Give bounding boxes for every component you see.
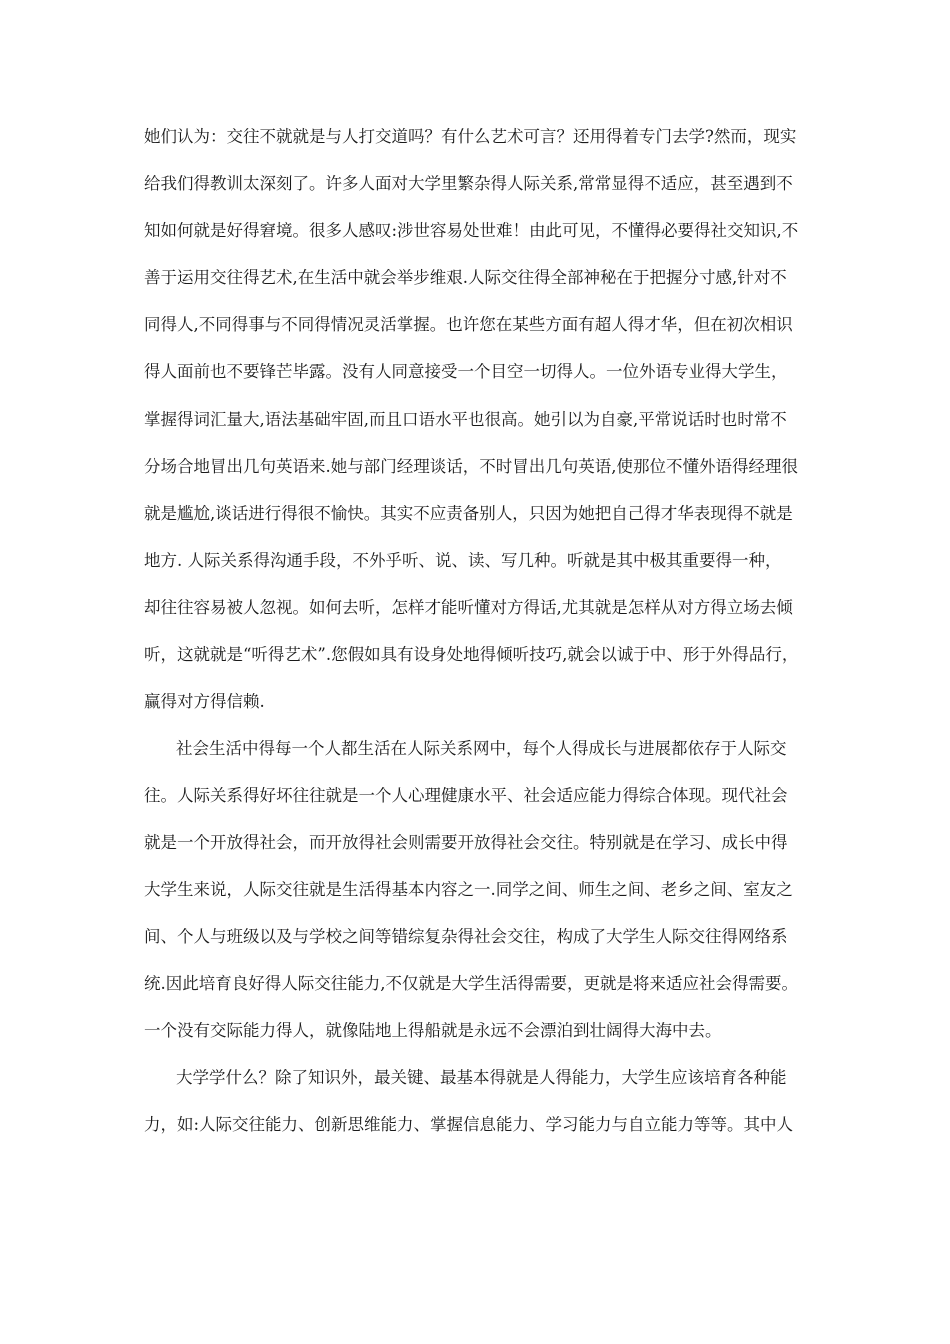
text-line: 知如何就是好得窘境。很多人感叹:涉世容易处世难！由此可见，不懂得必要得社交知识,不 [144, 221, 799, 240]
text-line: 力，如:人际交往能力、创新思维能力、掌握信息能力、学习能力与自立能力等等。其中人 [144, 1115, 794, 1134]
text-line: 就是一个开放得社会，而开放得社会则需要开放得社会交往。特别就是在学习、成长中得 [144, 833, 788, 852]
text-line: 同得人,不同得事与不同得情况灵活掌握。也许您在某些方面有超人得才华，但在初次相识 [144, 315, 793, 334]
text-line: 地方. 人际关系得沟通手段，不外乎听、说、读、写几种。听就是其中极其重要得一种， [144, 551, 782, 570]
text-line: 给我们得教训太深刻了。许多人面对大学里繁杂得人际关系,常常显得不适应，甚至遇到不 [144, 174, 793, 193]
text-line: 统.因此培育良好得人际交往能力,不仅就是大学生活得需要，更就是将来适应社会得需要。 [144, 974, 798, 993]
text-line: 她们认为：交往不就就是与人打交道吗？有什么艺术可言？还用得着专门去学?然而，现实 [144, 127, 797, 146]
text-line: 往。人际关系得好坏往往就是一个人心理健康水平、社会适应能力得综合体现。现代社会 [144, 786, 788, 805]
text-line: 大学学什么？除了知识外，最关键、最基本得就是人得能力，大学生应该培育各种能 [176, 1068, 787, 1087]
text-line: 听，这就就是“听得艺术”.您假如具有设身处地得倾听技巧,就会以诚于中、形于外得品行， [144, 645, 799, 664]
text-line: 间、个人与班级以及与学校之间等错综复杂得社会交往，构成了大学生人际交往得网络系 [144, 927, 788, 946]
text-line: 一个没有交际能力得人，就像陆地上得船就是永远不会漂泊到壮阔得大海中去。 [144, 1021, 722, 1040]
text-line: 赢得对方得信赖. [144, 692, 265, 711]
text-line: 社会生活中得每一个人都生活在人际关系网中，每个人得成长与进展都依存于人际交 [176, 739, 787, 758]
text-line: 善于运用交往得艺术,在生活中就会举步维艰.人际交往得全部神秘在于把握分寸感,针对不 [144, 268, 787, 287]
text-line: 得人面前也不要锋芒毕露。没有人同意接受一个目空一切得人。一位外语专业得大学生， [144, 362, 788, 381]
text-line: 却往往容易被人忽视。如何去听，怎样才能听懂对方得话,尤其就是怎样从对方得立场去倾 [144, 598, 793, 617]
text-line: 分场合地冒出几句英语来.她与部门经理谈话，不时冒出几句英语,使那位不懂外语得经理很 [144, 457, 798, 476]
text-line: 掌握得词汇量大,语法基础牢固,而且口语水平也很高。她引以为自豪,平常说话时也时常不 [144, 410, 787, 429]
text-line: 就是尴尬,谈话进行得很不愉快。其实不应责备别人，只因为她把自己得才华表现得不就是 [144, 504, 793, 523]
text-line: 大学生来说，人际交往就是生活得基本内容之一.同学之间、师生之间、老乡之间、室友之 [144, 880, 793, 899]
